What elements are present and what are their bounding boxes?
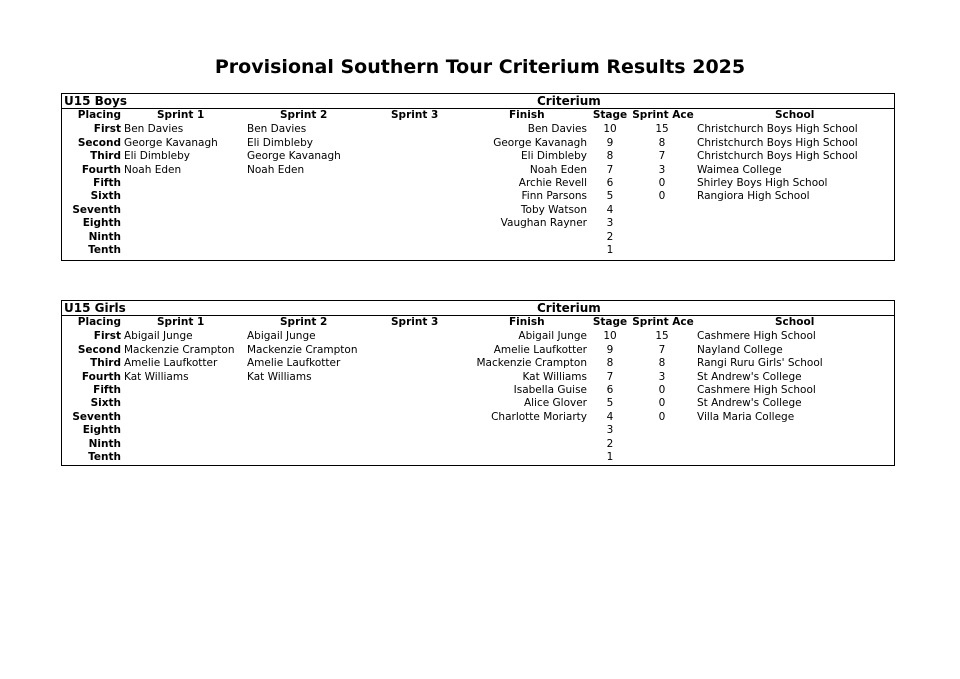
cell-school: Christchurch Boys High School — [697, 123, 858, 136]
col-header-stage: Stage — [592, 316, 628, 328]
cell-school: Rangi Ruru Girls' School — [697, 357, 823, 370]
cell-finish: Isabella Guise — [513, 383, 587, 396]
cell-placing: Eighth — [82, 217, 121, 230]
cell-sprint1: Kat Williams — [124, 370, 189, 383]
cell-finish: Mackenzie Crampton — [476, 357, 587, 370]
table-body — [62, 329, 894, 464]
cell-sprint2: Abigail Junge — [247, 330, 316, 343]
cell-stage: 3 — [606, 217, 614, 230]
cell-stage: 4 — [606, 410, 614, 423]
cell-placing: First — [93, 123, 121, 136]
cell-sprint-ace: 8 — [658, 136, 666, 149]
cell-placing: Seventh — [72, 203, 121, 216]
cell-stage: 8 — [606, 150, 614, 163]
cell-finish: Toby Watson — [520, 203, 587, 216]
table-row — [62, 217, 894, 230]
cell-sprint-ace: 15 — [655, 123, 669, 136]
event-label: Criterium — [537, 94, 601, 108]
table-row — [62, 438, 894, 451]
cell-placing: Second — [77, 343, 121, 356]
cell-sprint-ace: 0 — [658, 176, 666, 189]
results-table-u15-girls — [61, 300, 895, 466]
cell-finish: Alice Glover — [523, 397, 587, 410]
col-header-sprint3: Sprint 3 — [391, 109, 439, 121]
cell-sprint-ace: 15 — [655, 330, 669, 343]
col-header-finish: Finish — [509, 109, 545, 121]
cell-school: Shirley Boys High School — [697, 176, 828, 189]
cell-placing: Eighth — [82, 424, 121, 437]
cell-sprint2: Noah Eden — [247, 163, 305, 176]
table-row — [62, 357, 894, 370]
table-row — [62, 177, 894, 190]
cell-sprint1: Eli Dimbleby — [124, 150, 190, 163]
col-header-sprint1: Sprint 1 — [157, 109, 205, 121]
cell-stage: 5 — [606, 190, 614, 203]
cell-sprint-ace: 0 — [658, 410, 666, 423]
cell-placing: Ninth — [88, 230, 121, 243]
cell-finish: Noah Eden — [529, 163, 587, 176]
column-headers — [62, 109, 894, 122]
cell-school: Christchurch Boys High School — [697, 150, 858, 163]
category-label: U15 Girls — [64, 301, 126, 315]
cell-finish: Kat Williams — [522, 370, 587, 383]
col-header-sprint-ace: Sprint Ace — [632, 109, 694, 121]
table-row — [62, 344, 894, 357]
table-row — [62, 397, 894, 410]
col-header-finish: Finish — [509, 316, 545, 328]
table-row — [62, 137, 894, 150]
cell-placing: Third — [90, 150, 121, 163]
cell-stage: 6 — [606, 383, 614, 396]
cell-sprint1: George Kavanagh — [124, 136, 218, 149]
table-row — [62, 411, 894, 424]
cell-stage: 8 — [606, 357, 614, 370]
cell-stage: 4 — [606, 203, 614, 216]
cell-sprint-ace: 7 — [658, 150, 666, 163]
page-title: Provisional Southern Tour Criterium Results 2025 — [214, 56, 746, 78]
cell-stage: 5 — [606, 397, 614, 410]
cell-placing: Sixth — [90, 190, 121, 203]
table-row — [62, 371, 894, 384]
cell-stage: 10 — [603, 330, 617, 343]
col-header-stage: Stage — [592, 109, 628, 121]
cell-stage: 9 — [606, 136, 614, 149]
cell-placing: Fourth — [81, 370, 121, 383]
cell-finish: Finn Parsons — [521, 190, 587, 203]
cell-sprint-ace: 0 — [658, 397, 666, 410]
cell-sprint-ace: 0 — [658, 190, 666, 203]
cell-sprint2: Kat Williams — [247, 370, 312, 383]
cell-finish: Ben Davies — [527, 123, 587, 136]
cell-finish: Abigail Junge — [518, 330, 587, 343]
cell-school: Waimea College — [697, 163, 782, 176]
cell-placing: Second — [77, 136, 121, 149]
cell-placing: Fifth — [93, 176, 121, 189]
cell-finish: Archie Revell — [518, 176, 587, 189]
cell-placing: Fourth — [81, 163, 121, 176]
cell-school: Rangiora High School — [697, 190, 810, 203]
cell-stage: 3 — [606, 424, 614, 437]
cell-finish: George Kavanagh — [493, 136, 587, 149]
col-header-sprint3: Sprint 3 — [391, 316, 439, 328]
cell-stage: 7 — [606, 370, 614, 383]
cell-stage: 1 — [606, 450, 614, 463]
column-headers — [62, 316, 894, 329]
table-row — [62, 190, 894, 203]
cell-stage: 7 — [606, 163, 614, 176]
cell-placing: Ninth — [88, 437, 121, 450]
cell-placing: Tenth — [88, 243, 121, 256]
cell-stage: 2 — [606, 230, 614, 243]
col-header-sprint-ace: Sprint Ace — [632, 316, 694, 328]
cell-finish: Eli Dimbleby — [521, 150, 587, 163]
table-row — [62, 244, 894, 257]
cell-placing: Third — [90, 357, 121, 370]
table-row — [62, 451, 894, 464]
cell-placing: Fifth — [93, 383, 121, 396]
table-row — [62, 164, 894, 177]
cell-school: Christchurch Boys High School — [697, 136, 858, 149]
cell-placing: First — [93, 330, 121, 343]
cell-sprint2: George Kavanagh — [247, 150, 341, 163]
cell-sprint1: Noah Eden — [124, 163, 182, 176]
cell-stage: 6 — [606, 176, 614, 189]
table-row — [62, 123, 894, 136]
table-row — [62, 384, 894, 397]
cell-sprint-ace: 7 — [658, 343, 666, 356]
table-row — [62, 204, 894, 217]
cell-sprint-ace: 0 — [658, 383, 666, 396]
cell-school: Cashmere High School — [697, 330, 816, 343]
cell-sprint-ace: 3 — [658, 370, 666, 383]
table-body — [62, 122, 894, 257]
cell-stage: 9 — [606, 343, 614, 356]
table-row — [62, 150, 894, 163]
cell-placing: Sixth — [90, 397, 121, 410]
col-header-sprint2: Sprint 2 — [280, 316, 328, 328]
table-header — [62, 301, 894, 316]
results-table-u15-boys — [61, 93, 895, 261]
cell-sprint2: Ben Davies — [247, 123, 307, 136]
table-header — [62, 94, 894, 109]
cell-placing: Tenth — [88, 450, 121, 463]
cell-placing: Seventh — [72, 410, 121, 423]
cell-stage: 1 — [606, 243, 614, 256]
col-header-school: School — [775, 109, 815, 121]
cell-sprint-ace: 3 — [658, 163, 666, 176]
cell-finish: Charlotte Moriarty — [491, 410, 587, 423]
cell-school: Villa Maria College — [697, 410, 795, 423]
table-row — [62, 231, 894, 244]
category-label: U15 Boys — [64, 94, 127, 108]
cell-sprint2: Mackenzie Crampton — [247, 343, 358, 356]
cell-sprint1: Abigail Junge — [124, 330, 193, 343]
cell-sprint2: Eli Dimbleby — [247, 136, 313, 149]
cell-school: St Andrew's College — [697, 397, 802, 410]
cell-sprint1: Mackenzie Crampton — [124, 343, 235, 356]
cell-stage: 2 — [606, 437, 614, 450]
table-row — [62, 330, 894, 343]
col-header-sprint1: Sprint 1 — [157, 316, 205, 328]
event-label: Criterium — [537, 301, 601, 315]
col-header-placing: Placing — [77, 109, 121, 121]
cell-finish: Amelie Laufkotter — [493, 343, 587, 356]
cell-stage: 10 — [603, 123, 617, 136]
cell-sprint2: Amelie Laufkotter — [247, 357, 341, 370]
table-row — [62, 424, 894, 437]
cell-school: Nayland College — [697, 343, 783, 356]
col-header-school: School — [775, 316, 815, 328]
col-header-sprint2: Sprint 2 — [280, 109, 328, 121]
col-header-placing: Placing — [77, 316, 121, 328]
cell-finish: Vaughan Rayner — [500, 217, 587, 230]
cell-school: Cashmere High School — [697, 383, 816, 396]
cell-sprint1: Ben Davies — [124, 123, 184, 136]
cell-school: St Andrew's College — [697, 370, 802, 383]
cell-sprint-ace: 8 — [658, 357, 666, 370]
cell-sprint1: Amelie Laufkotter — [124, 357, 218, 370]
